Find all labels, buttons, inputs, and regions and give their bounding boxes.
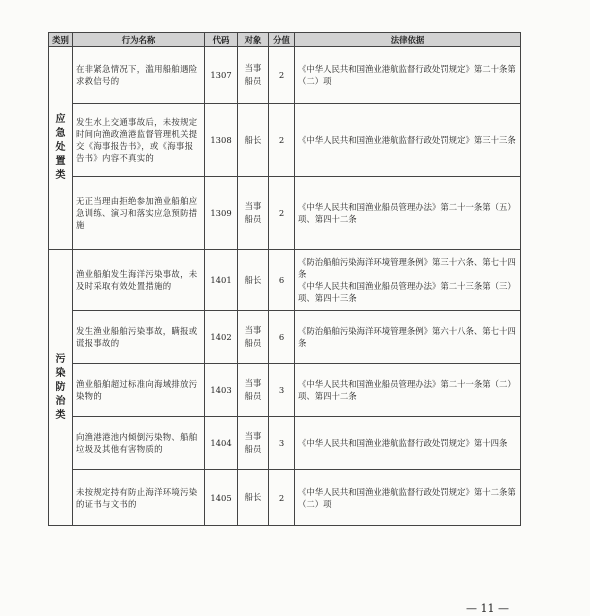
legal-basis <box>295 311 521 364</box>
legal-basis <box>295 47 521 104</box>
legal-basis <box>295 417 521 470</box>
behavior-code: 1308 <box>205 104 238 177</box>
behavior-name: 未按规定持有防止海洋环境污染的证书与文书的 <box>73 470 205 526</box>
behavior-name: 向渔港港池内倾倒污染物、船舶垃圾及其他有害物质的 <box>73 417 205 470</box>
category-label: 污染防治类 <box>55 353 66 421</box>
penalty-rules-table <box>48 32 521 526</box>
behavior-code: 1405 <box>205 470 238 526</box>
legal-basis-line: 《中华人民共和国渔业港航监督行政处罚规定》第十二条第（二）项 <box>298 486 516 509</box>
behavior-code: 1402 <box>205 311 238 364</box>
behavior-score: 6 <box>269 311 295 364</box>
behavior-code: 1404 <box>205 417 238 470</box>
behavior-code: 1309 <box>205 177 238 250</box>
page-number: — 11 — <box>466 602 509 615</box>
legal-basis <box>295 364 521 417</box>
header-name: 行为名称 <box>73 33 205 47</box>
legal-basis-line: 《中华人民共和国渔业船员管理办法》第二十一条第（二）项、第四十二条 <box>298 379 516 401</box>
behavior-score: 6 <box>269 250 295 311</box>
table-row <box>49 364 521 417</box>
legal-basis-line: 《中华人民共和国渔业船员管理办法》第二十三条第（三）项、第四十三条 <box>298 281 516 303</box>
table-row <box>49 417 521 470</box>
table-row <box>49 177 521 250</box>
behavior-score: 2 <box>269 177 295 250</box>
legal-basis <box>295 470 521 526</box>
category-cell <box>49 47 73 250</box>
behavior-target: 当事船员 <box>238 417 269 470</box>
legal-basis-line: 《中华人民共和国渔业港航监督行政处罚规定》第三十三条 <box>298 135 516 145</box>
table-row <box>49 104 521 177</box>
behavior-code: 1401 <box>205 250 238 311</box>
behavior-name: 在非紧急情况下，滥用船舶遇险求救信号的 <box>73 47 205 104</box>
legal-basis <box>295 177 521 250</box>
behavior-code: 1403 <box>205 364 238 417</box>
behavior-target: 当事船员 <box>238 177 269 250</box>
table-header <box>49 33 521 47</box>
behavior-target: 当事船员 <box>238 311 269 364</box>
behavior-target: 当事船员 <box>238 47 269 104</box>
table-row <box>49 470 521 526</box>
behavior-score: 3 <box>269 364 295 417</box>
legal-basis-line: 《中华人民共和国渔业船员管理办法》第二十一条第（五）项、第四十二条 <box>298 202 516 224</box>
category-label: 应急处置类 <box>55 114 66 181</box>
header-code: 代码 <box>205 33 238 47</box>
behavior-name: 无正当理由拒绝参加渔业船舶应急训练、演习和落实应急预防措施 <box>73 177 205 250</box>
behavior-code: 1307 <box>205 47 238 104</box>
category-cell <box>49 250 73 526</box>
behavior-score: 2 <box>269 104 295 177</box>
behavior-name: 发生渔业船舶污染事故，瞒报或谎报事故的 <box>73 311 205 364</box>
legal-basis-line: 《中华人民共和国渔业港航监督行政处罚规定》第十四条 <box>298 438 508 448</box>
behavior-name: 渔业船舶发生海洋污染事故，未及时采取有效处置措施的 <box>73 250 205 311</box>
behavior-target: 当事船员 <box>238 364 269 417</box>
table-body <box>49 47 521 526</box>
behavior-name: 发生水上交通事故后，未按规定时间向渔政渔港监督管理机关提交《海事报告书》，或《海事报告书》内容不真实的 <box>73 104 205 177</box>
behavior-score: 2 <box>269 47 295 104</box>
header-basis: 法律依据 <box>295 33 521 47</box>
table-row <box>49 311 521 364</box>
legal-basis-line: 《防治船舶污染海洋环境管理条例》第六十八条、第七十四条 <box>298 326 516 348</box>
legal-basis-line: 《防治船舶污染海洋环境管理条例》第三十六条、第七十四条 <box>298 257 516 279</box>
behavior-target: 船长 <box>238 250 269 311</box>
behavior-score: 3 <box>269 417 295 470</box>
behavior-score: 2 <box>269 470 295 526</box>
behavior-target: 船长 <box>238 104 269 177</box>
legal-basis <box>295 104 521 177</box>
behavior-name: 渔业船舶超过标准向海域排放污染物的 <box>73 364 205 417</box>
header-category: 类别 <box>49 33 73 47</box>
legal-basis-line: 《中华人民共和国渔业港航监督行政处罚规定》第二十条第（二）项 <box>298 64 516 86</box>
table-row <box>49 250 521 311</box>
legal-basis <box>295 250 521 311</box>
table-row <box>49 47 521 104</box>
header-score: 分值 <box>269 33 295 47</box>
behavior-target: 船长 <box>238 470 269 526</box>
header-target: 对象 <box>238 33 269 47</box>
